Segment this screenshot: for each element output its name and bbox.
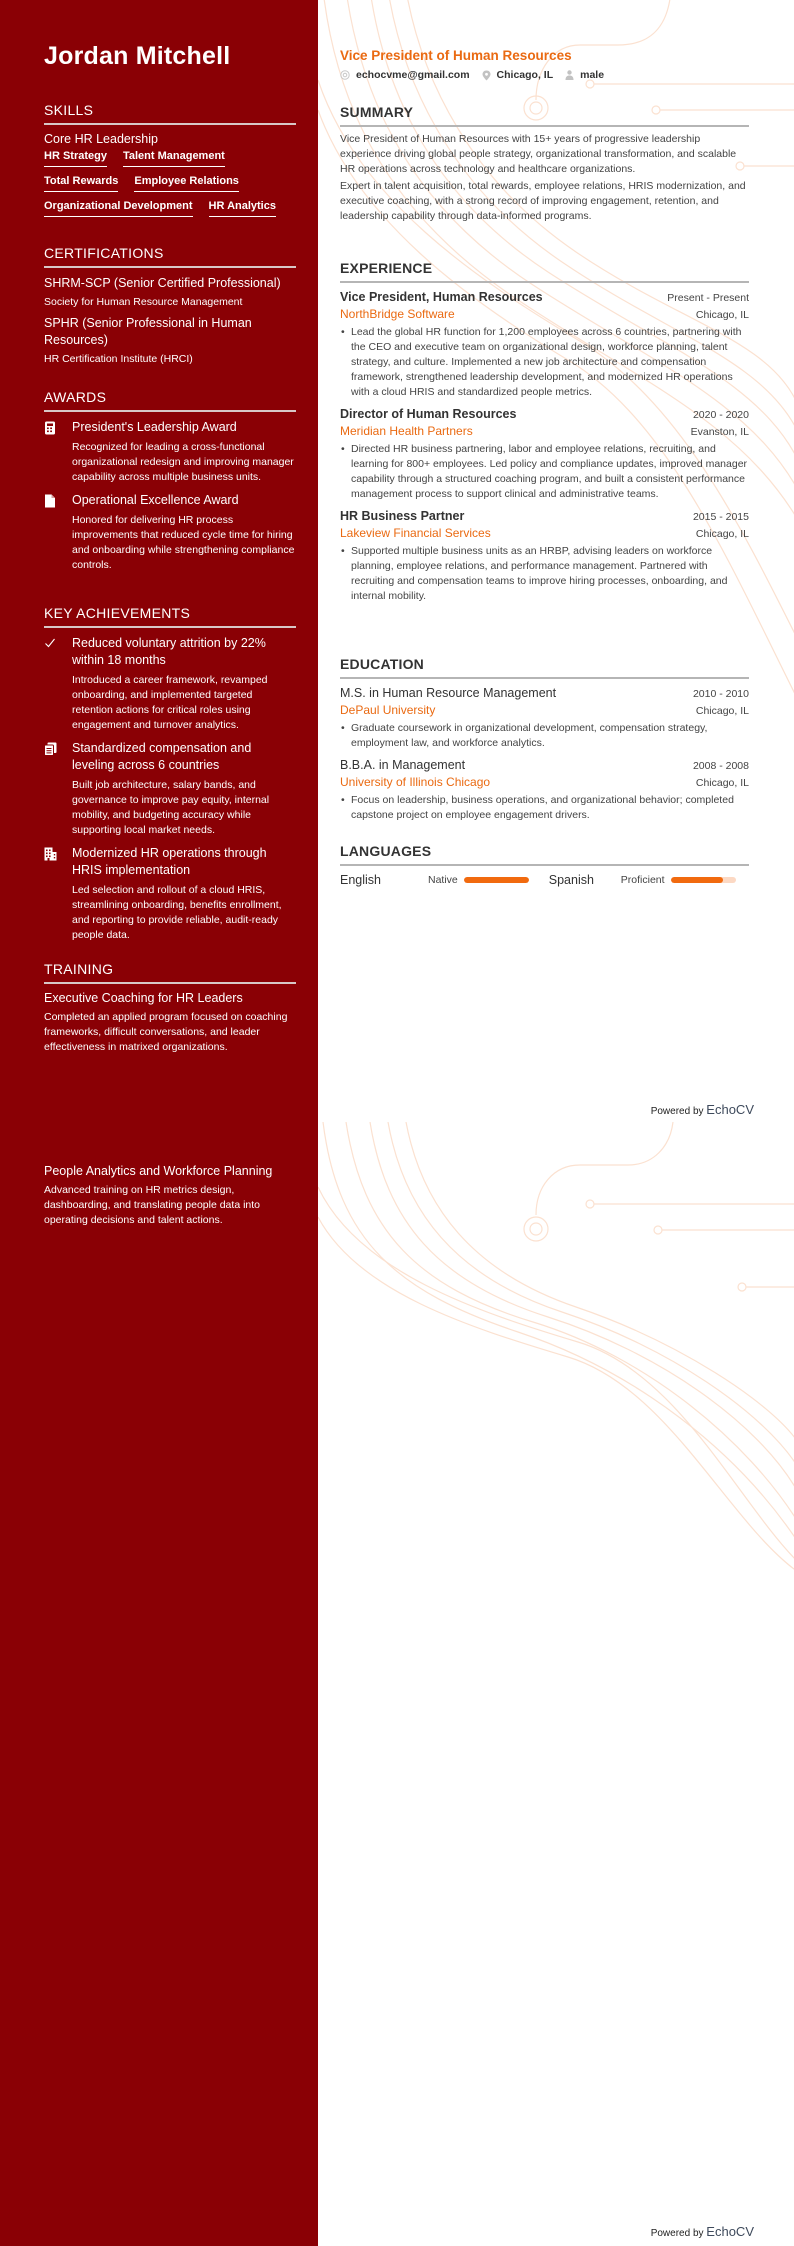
achievement-title: Reduced voluntary attrition by 22% within 18 months [72, 636, 266, 667]
experience-title: EXPERIENCE [340, 260, 749, 283]
skills-section [44, 102, 296, 217]
awards-section [44, 389, 296, 573]
brand-link[interactable]: EchoCV [706, 2224, 754, 2239]
language-name: English [340, 873, 381, 887]
experience-role: HR Business Partner [340, 509, 465, 523]
powered-by-text: Powered by [650, 1106, 704, 1117]
awards-title: AWARDS [44, 389, 296, 412]
language-proficiency-bar [671, 877, 736, 883]
main-content [318, 0, 794, 2246]
achievement-description: Led selection and rollout of a cloud HRIS, streamlining onboarding, benefits enrollment, and reporting to provide reliable, audit-ready people data. [72, 884, 282, 941]
training-item-title: People Analytics and Workforce Planning [44, 1164, 273, 1178]
achievement-title: Standardized compensation and leveling across 6 countries [72, 741, 252, 772]
education-degree: B.B.A. in Management [340, 758, 466, 772]
experience-company: Meridian Health Partners [340, 424, 473, 438]
at-sign-icon [340, 70, 350, 80]
language-level: Proficient [620, 874, 665, 886]
language-name: Spanish [548, 873, 594, 887]
contact-gender [565, 69, 604, 81]
education-bullet: • Graduate coursework in organizational development, compensation strategy, employment law, and workforce analytics. [340, 721, 749, 751]
achievement-item [44, 740, 296, 838]
experience-company: NorthBridge Software [340, 307, 455, 321]
skill-group-name: Core HR Leadership [44, 132, 158, 146]
decorative-lines-icon [318, 1122, 794, 1582]
skill-tag: Employee Relations [134, 175, 239, 192]
award-title: President's Leadership Award [72, 420, 237, 434]
education-item [340, 758, 749, 823]
experience-location: Chicago, IL [695, 309, 749, 321]
award-description: Recognized for leading a cross-functional organizational redesign and improving manager capability across multiple business units. [72, 441, 294, 483]
experience-location: Evanston, IL [690, 426, 749, 438]
language-proficiency-fill [464, 877, 529, 883]
summary-title: SUMMARY [340, 104, 749, 127]
skill-tag: HR Analytics [209, 200, 276, 217]
contact-email[interactable] [340, 69, 470, 81]
languages-row [340, 873, 749, 887]
education-school: DePaul University [340, 703, 436, 717]
skills-title: SKILLS [44, 102, 296, 125]
email-text: echocvme@gmail.com [356, 69, 470, 81]
map-pin-icon [482, 70, 491, 81]
achievement-item [44, 635, 296, 733]
skill-tag: Total Rewards [44, 175, 118, 192]
sidebar [0, 0, 318, 2246]
certification-name: SHRM-SCP (Senior Certified Professional) [44, 276, 281, 290]
powered-by-footer [651, 2224, 754, 2239]
training-item [44, 991, 296, 1055]
certification-org: HR Certification Institute (HRCI) [44, 353, 193, 365]
award-title: Operational Excellence Award [72, 493, 239, 507]
education-title: EDUCATION [340, 656, 749, 679]
achievement-description: Built job architecture, salary bands, and governance to improve pay equity, internal mobility, and budgeting accuracy while supporting local market needs. [72, 779, 270, 836]
contact-location [482, 69, 554, 81]
experience-company: Lakeview Financial Services [340, 526, 491, 540]
summary-section [340, 104, 749, 224]
language-proficiency-fill [671, 877, 723, 883]
certification-name: SPHR (Senior Professional in Human Resources) [44, 316, 252, 347]
skill-tag: Talent Management [123, 150, 225, 167]
experience-item [340, 407, 749, 502]
training-title: TRAINING [44, 961, 296, 984]
experience-role: Director of Human Resources [340, 407, 517, 421]
languages-section [340, 843, 749, 887]
powered-by-text: Powered by [650, 2228, 704, 2239]
award-item [44, 492, 296, 573]
achievement-description: Introduced a career framework, revamped onboarding, and implemented targeted retention actions for critical roles using engagement and turnover analytics. [72, 674, 268, 731]
header [340, 48, 749, 81]
education-section [340, 656, 749, 823]
experience-dates: Present - Present [667, 292, 749, 304]
skill-tag: HR Strategy [44, 150, 107, 167]
contact-row [340, 69, 749, 81]
training-item [44, 1164, 296, 1228]
key-achievements-title: KEY ACHIEVEMENTS [44, 605, 296, 628]
experience-dates: 2015 - 2015 [692, 511, 749, 523]
experience-item [340, 509, 749, 604]
training-section [44, 961, 296, 1055]
education-dates: 2010 - 2010 [692, 688, 749, 700]
award-item [44, 419, 296, 485]
headline-job-title: Vice President of Human Resources [340, 48, 572, 63]
certification-org: Society for Human Resource Management [44, 296, 243, 308]
education-bullet: • Focus on leadership, business operations, and organizational behavior; completed capstone project on employee engagement drivers. [340, 793, 749, 823]
education-degree: M.S. in Human Resource Management [340, 686, 557, 700]
experience-bullet: • Directed HR business partnering, labor and employee relations, recruiting, and learning for 800+ employees. Led policy and compliance updates, improved manager capability through a structured coaching program, and built a consistent performance management process to support clinical and administrative teams. [340, 442, 749, 502]
skill-tags [44, 150, 296, 217]
education-school: University of Illinois Chicago [340, 775, 491, 789]
award-description: Honored for delivering HR process improvements that reduced cycle time for hiring and onboarding while strengthening compliance controls. [72, 514, 295, 571]
training-item-description: Completed an applied program focused on coaching frameworks, difficult conversations, and leader effectiveness in matrixed organizations. [44, 1011, 288, 1053]
building-icon [44, 847, 57, 861]
experience-role: Vice President, Human Resources [340, 290, 543, 304]
achievement-title: Modernized HR operations through HRIS implementation [72, 846, 267, 877]
key-achievements-section [44, 605, 296, 943]
education-location: Chicago, IL [695, 777, 749, 789]
document-icon [44, 494, 56, 508]
certification-item [44, 275, 296, 308]
certifications-section [44, 245, 296, 365]
language-level: Native [428, 874, 458, 886]
training-item-title: Executive Coaching for HR Leaders [44, 991, 243, 1005]
brand-link[interactable]: EchoCV [706, 1102, 754, 1117]
certifications-title: CERTIFICATIONS [44, 245, 296, 268]
location-text: Chicago, IL [496, 69, 554, 81]
experience-dates: 2020 - 2020 [692, 409, 749, 421]
powered-by-footer [651, 1102, 754, 1117]
person-icon [565, 70, 574, 80]
training-section-continued [44, 1164, 296, 1228]
education-location: Chicago, IL [695, 705, 749, 717]
experience-location: Chicago, IL [695, 528, 749, 540]
candidate-name: Jordan Mitchell [44, 42, 231, 70]
clipboard-icon [44, 742, 57, 756]
experience-item [340, 290, 749, 400]
checkmark-icon [44, 637, 56, 649]
experience-bullet: • Supported multiple business units as an HRBP, advising leaders on workforce planning, employee relations, and performance management. Partnered with recruiting and compensation teams to improve hiring processes, onboarding, and internal mobility. [340, 544, 749, 604]
experience-bullet: • Lead the global HR function for 1,200 employees across 6 countries, partnering with the CEO and executive team on organizational design, workforce planning, talent strategy, and culture. Implemented a new job architecture and compensation framework, strengthened leadership development, and modernized HR operations with a cloud HRIS and standardized people metrics. [340, 325, 749, 400]
education-dates: 2008 - 2008 [692, 760, 749, 772]
language-proficiency-bar [464, 877, 529, 883]
summary-paragraph: Vice President of Human Resources with 15+ years of progressive leadership experience driving global people strategy, organizational transformation, and scalable HR operations across technology and healthcare organizations. [340, 133, 737, 175]
skill-tag: Organizational Development [44, 200, 193, 217]
summary-paragraph: Expert in talent acquisition, total rewards, employee relations, HRIS modernization, and executive coaching, with a strong record of improving engagement, retention, and leadership capability through data-informed programs. [340, 180, 746, 222]
calculator-icon [44, 421, 56, 435]
languages-title: LANGUAGES [340, 843, 749, 866]
achievement-item [44, 845, 296, 943]
gender-text: male [580, 69, 605, 81]
education-item [340, 686, 749, 751]
training-item-description: Advanced training on HR metrics design, dashboarding, and translating people data into operating decisions and talent actions. [44, 1184, 260, 1226]
experience-section [340, 260, 749, 604]
certification-item [44, 315, 296, 365]
